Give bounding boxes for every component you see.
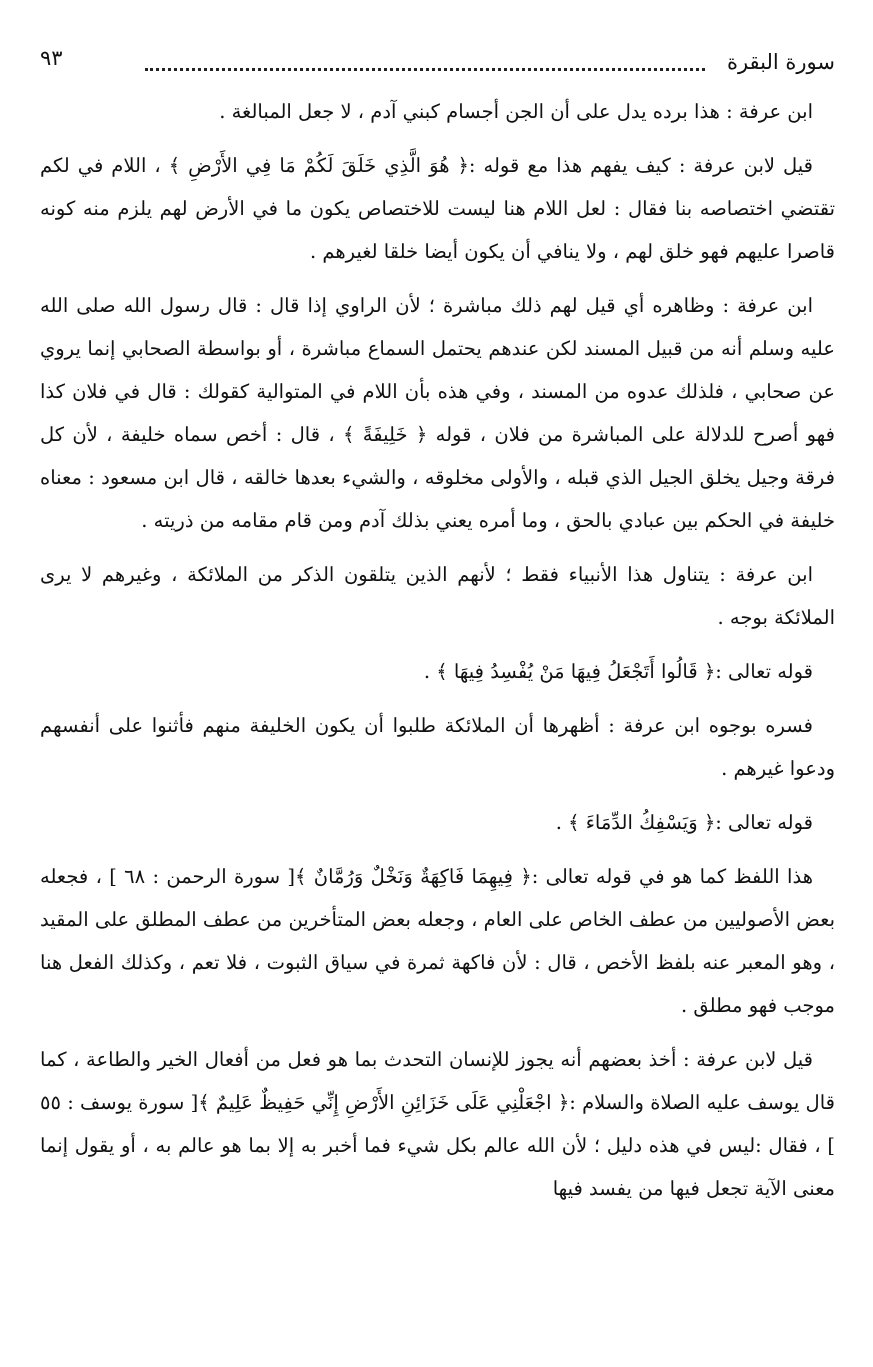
paragraph: قيل لابن عرفة : كيف يفهم هذا مع قوله :﴿ هُوَ الَّذِي خَلَقَ لَكُمْ مَا فِي الأَرْضِ ﴾ ، اللام في لكم تقتضي اختصاصه بنا فقال : لعل اللام هنا ليست للاختصاص يكون ما في الأرض لهم يلزم منه كونه قاصرا عليهم فهو خلق لهم ، ولا ينافي أن يكون أيضا خلقا لغيرهم . [40, 154, 835, 263]
paragraph-gap [40, 273, 835, 284]
paragraph: فسره بوجوه ابن عرفة : أظهرها أن الملائكة طلبوا أن يكون الخليفة منهم فأثنوا على أنفسهم ودعوا غيرهم . [40, 714, 835, 780]
paragraph-gap [40, 1027, 835, 1038]
paragraph: ابن عرفة : وظاهره أي قيل لهم ذلك مباشرة ؛ لأن الراوي إذا قال : قال رسول الله صلى الله عليه وسلم أنه من قبيل المسند لكن عندهم يحتمل السماع مباشرة ، أو بواسطة الصحابي إنما يروي عن صحابي ، فلذلك عدوه من المسند ، وفي هذه بأن اللام في المتوالية كقولك : قال في فلان كذا فهو أصرح للدلالة على المباشرة من فلان ، قوله ﴿ خَلِيفَةً ﴾ ، قال : أخص سماه خليفة ، لأن كل فرقة وجيل يخلق الجيل الذي قبله ، والأولى مخلوقه ، والشيء بعدها خالقه ، قال ابن مسعود : معناه خليفة في الحكم بين عبادي بالحق ، وما أمره يعني بذلك آدم ومن قام مقامه من ذريته . [40, 294, 835, 532]
paragraph-gap [40, 639, 835, 650]
verse-line: قوله تعالى :﴿ وَيَسْفِكُ الدِّمَاءَ ﴾ . [555, 811, 813, 834]
paragraph: ابن عرفة : هذا برده يدل على أن الجن أجسام كبني آدم ، لا جعل المبالغة . [219, 100, 813, 123]
page-header [40, 40, 835, 80]
paragraph: ابن عرفة : يتناول هذا الأنبياء فقط ؛ لأنهم الذين يتلقون الذكر من الملائكة ، وغيرهم لا يرى الملائكة بوجه . [40, 563, 835, 629]
paragraph-gap [40, 844, 835, 855]
verse-line: قوله تعالى :﴿ قَالُوا أَتَجْعَلُ فِيهَا مَنْ يُفْسِدُ فِيهَا ﴾ . [423, 660, 813, 683]
paragraph-gap [40, 133, 835, 144]
paragraph: هذا اللفظ كما هو في قوله تعالى :﴿ فِيهِمَا فَاكِهَةٌ وَنَخْلٌ وَرُمَّانٌ ﴾[ سورة الرحمن : ٦٨ ] ، فجعله بعض الأصوليين من عطف الخاص على العام ، وجعله بعض المتأخرين من عطف المطلق على المقيد ، وهو المعبر عنه بلفظ الأخص ، قال : لأن فاكهة ثمرة في سياق الثبوت ، فلا تعم ، وكذلك الفعل هنا موجب فهو مطلق . [40, 865, 835, 1017]
page-number: ٩٣ [40, 46, 63, 70]
paragraph-gap [40, 693, 835, 704]
header-dotted-rule [145, 68, 705, 71]
paragraph-gap [40, 542, 835, 553]
surah-title: سورة البقرة [726, 50, 835, 74]
paragraph: قيل لابن عرفة : أخذ بعضهم أنه يجوز للإنسان التحدث بما هو فعل من أفعال الخير والطاعة ، كما قال يوسف عليه الصلاة والسلام :﴿ اجْعَلْنِي عَلَى خَزَائِنِ الأَرْضِ إِنِّي حَفِيظٌ عَلِيمٌ ﴾[ سورة يوسف : ٥٥ ] ، فقال :ليس في هذه دليل ؛ لأن الله عالم بكل شيء فما أخبر به إلا بما هو عالم به ، أو يقول إنما معنى الآية تجعل فيها من يفسد فيها [40, 1048, 835, 1200]
paragraph-gap [40, 790, 835, 801]
page-body [40, 90, 835, 1210]
